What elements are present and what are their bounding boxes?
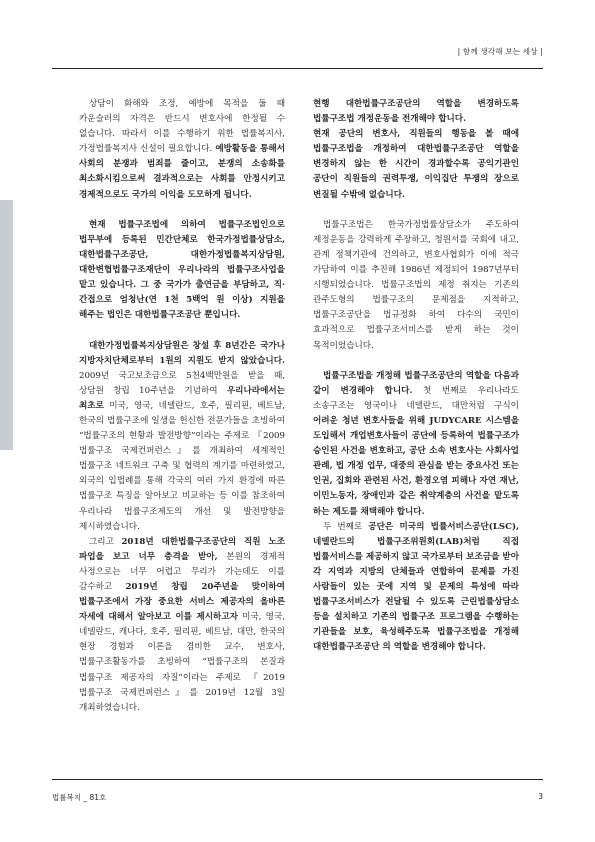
paragraph-2009-conference (79, 339, 285, 535)
paragraph-legal-aid-act-history (313, 218, 519, 354)
footer-publication: 법률복지 _ 81호 (52, 793, 107, 802)
text-run: 2009년 국고보조금으로 5천4백만원을 받을 때, 상담원 창립 10주년을 기념하여 (79, 370, 285, 396)
paragraph-first-change (313, 369, 519, 520)
text-run-bold: 어려운 청년 변호사들을 위해 JUDYCARE 시스템을 도입해서 개업변호사들이 공단에 등록하여 법률구조가 승인된 사건을 변호하고, 공단 소속 변호사는 사회사업 관례, 법 개정 업무, 대중의 관심을 받는 중요사건 또는 인권, 집회와 관련된 사건, 환경오염 피해나 자연 재난, 이민노동자, 장애인과 같은 취약계층의 사건을 맡도록 하는 제도를 채택해야 합니다. (313, 415, 519, 517)
text-run-bold: 현행 대한법률구조공단의 역할을 변경하도록 법률구조법 개정운동을 전개해야 합니다. (313, 99, 519, 125)
text-run: 본원의 경제적 사정으로는 너무 어렵고 무리가 가는데도 이를 감수하고 (79, 551, 285, 592)
text-run-bold: 공단은 미국의 법률서비스공단(LSC), 네델란드의 법률구조위원회(LAB)처럼 직접 법률서비스를 제공하지 않고 국가로부터 보조금을 받아 각 지역과 지방의 단체들과 연합하여 문제를 가진 사람들이 있는 곳에 지역 및 문제의 특성에 따라 법률구조서비스가 전달될 수 있도록 근린법률상담소 등을 설치하고 기존의 법률구조 프로그램을 수행하는 기관들을 보호, 육성해주도록 법률구조법을 개정해 대한법률구조공단 의 역할을 변경해야 합니다. (313, 521, 519, 653)
page-number: 3 (538, 792, 543, 801)
text-run: 상담이 화해와 조정, 예방에 목적을 둘 때 카운슬러의 자격은 반드시 변호사에 한정될 수 없습니다. 따라서 이를 수행하기 위한 법률복지사, 가정법률복지사 신설이 필요합니다. (79, 99, 285, 155)
text-run: 미국, 영국, 네델란드, 호주, 필리핀, 베트남, 한국의 법률구조에 일생을 헌신한 전문가들을 초빙하여 “법률구조의 현황과 발전방향”이라는 주제로 『2009 법률구조 국제컨퍼런스』를 개최하여 세계적인 법률구조 네트워크 구축 및 협력의 계기를 마련하였고, 외국의 입법례를 통해 각국의 여러 가지 환경에 따른 법률구조 특징을 알아보고 비교하는 등 이를 참조하여 우리나라 법률구조제도의 개선 및 발전방향을 제시하였습니다. (79, 400, 285, 532)
text-run: 두 번째로 (323, 521, 369, 532)
paragraph-counselor (79, 97, 285, 203)
paragraph-legal-aid-corporations (79, 218, 285, 324)
text-run: 첫 번째로 우리나라도 소송구조는 영국이나 네델란드, 대만처럼 구식이 (313, 385, 519, 411)
text-run-bold: 대한가정법률복지상담원은 창설 후 8년간은 국가나 지방자치단체로부터 1원의 지원도 받지 않았습니다. (79, 340, 285, 366)
text-run-bold: 현재 법률구조법에 의하여 법률구조법인으로 법무부에 등록된 민간단체로 한국가정법률상담소, 대한법률구조공단, 대한가정법률복지상담원, 대한변협법률구조재단이 우리나라의 법률구조사업을 맡고 있습니다. 그 중 국가가 출연금을 부담하고, 직·간접으로 엄청난(연 1천 5백억 원 이상) 지원을 해주는 법인은 대한법률구조공단 뿐입니다. (79, 219, 285, 321)
paragraph-amendment-campaign (313, 97, 519, 127)
text-run: 미국, 영국, 네델란드, 캐나다, 호주, 필리핀, 베트남, 대만, 한국의 현장 경험과 이론을 겸비한 교수, 변호사, 법률구조활동가를 초빙하여 “법률구조의 본질과 법률구조 제공자의 자질”이라는 주제로 『2019 법률구조 국제컨퍼런스』를 2019년 12월 3일 개최하였습니다. (79, 612, 285, 713)
side-decoration-bar (0, 200, 13, 450)
footer-rule (52, 779, 543, 780)
right-column (313, 97, 519, 655)
left-column (79, 97, 285, 716)
section-label: | 함께 생각해 보는 세상 | (457, 47, 543, 56)
text-run-bold: 예방활동을 통해서 사회의 분쟁과 범죄를 줄이고, 분쟁의 소송화를 최소화시킴으로써 결과적으로는 사회를 안정시키고 경제적으로도 국가의 이익을 도모하게 됩니다. (79, 144, 286, 200)
text-run-bold: 2019년 창립 20주년을 맞이하여 법률구조에서 가장 중요한 서비스 제공자의 올바른 자세에 대해서 알아보고 이를 제시하고자 (79, 582, 285, 623)
text-run: 그리고 (89, 536, 122, 547)
text-run-bold: 현재 공단의 변호사, 직원들의 행동을 볼 때에 법률구조법을 개정하여 대한법률구조공단 역할을 변경하지 않는 한 시간이 경과할수록 공익기관인 공단이 직원들의 권력투쟁, 이익집단 투쟁의 장으로 변질될 수밖에 없습니다. (313, 129, 519, 200)
text-run: 법률구조법은 한국가정법률상담소가 주도하여 제정운동을 강력하게 주장하고, 청원서를 국회에 내고, 관계 정책기관에 건의하고, 변호사협회가 이에 적극 가담하여 이를 추진해 1986년 제정되어 1987년부터 시행되었습니다. 법률구조법의 제정 취지는 기존의 관주도형의 법률구조의 문제점을 지적하고, 법률구조공단을 법규정화 하여 다수의 국민이 효과적으로 법률구조서비스를 받게 하는 것이 목적이었습니다. (313, 219, 519, 351)
paragraph-second-change (313, 520, 519, 656)
text-run-bold: 2018년 대한법률구조공단의 직원 노조 파업을 보고 너무 충격을 받아, (79, 536, 285, 562)
text-run-bold: 우리나라에서는 최초로 (79, 385, 285, 411)
text-run-bold: 법률구조법을 개정해 법률구조공단의 역할을 다음과 같이 변경해야 합니다. (313, 370, 519, 396)
header-rule (52, 68, 543, 69)
paragraph-2019-conference (79, 535, 285, 716)
paragraph-current-staff (313, 127, 519, 202)
